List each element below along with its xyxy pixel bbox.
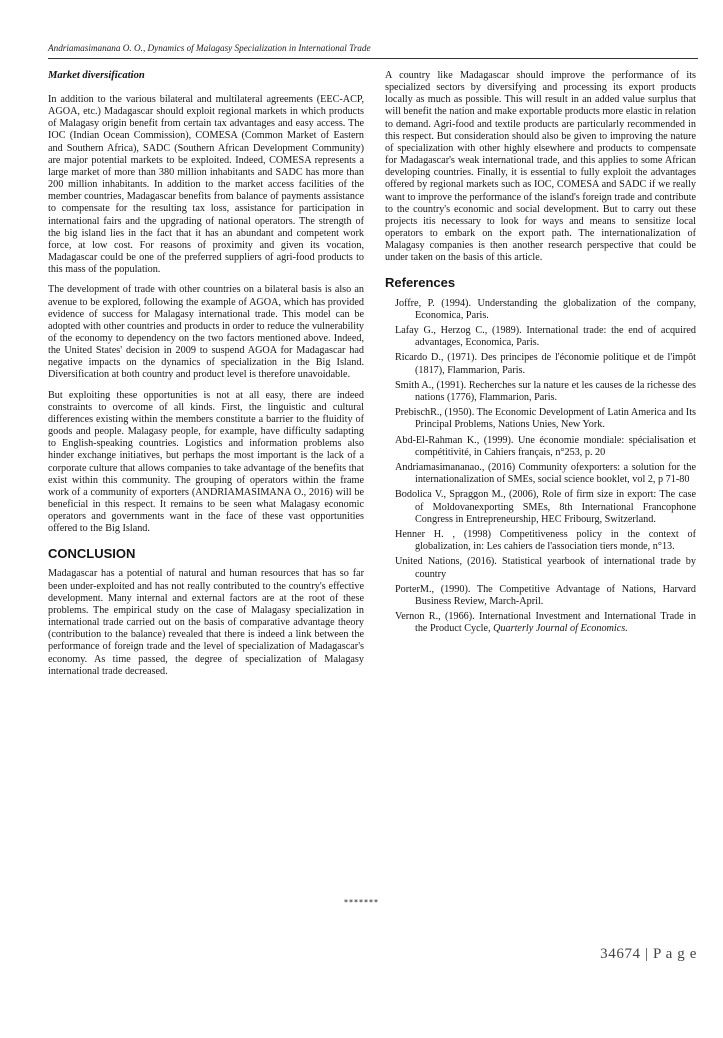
running-header: Andriamasimanana O. O., Dynamics of Malagasy Specialization in International Trade xyxy=(48,43,371,53)
market-diversification-heading: Market diversification xyxy=(48,70,145,81)
paragraph-constraints: But exploiting these opportunities is not at all easy, there are indeed constraints to overcome of all kinds. First, the linguistic and cultural differences existing within the members constitute a barrier to the fluidity of goods and people. Malagasy people, for example, have difficulty sadapting to English-speaking countries. Logistics and information problems also hinder exchange initiatives, but perhaps the most important is the lack of a corporate culture that allows companies to take advantage of the benefits that exist within this community. The grouping of operators within the frame work of a community of exporters (ANDRIAMASIMANA O., 2016) will be beneficial in this respect. It remains to be seen what Malagasy economic operators and governments want in the face of these vast opportunities offered to the Big Island. xyxy=(48,389,364,535)
reference-item: Lafay G., Herzog C., (1989). International trade: the end of acquired advantages, Economica, Paris. xyxy=(395,324,696,349)
reference-item: Abd-El-Rahman K., (1999). Une économie mondiale: spécialisation et compétitivité, in Cahiers français, n°253, p. 20 xyxy=(395,434,696,458)
reference-item: Vernon R., (1966). International Investment and International Trade in the Product Cycle, Quarterly Journal of Economics. xyxy=(395,611,696,635)
left-column xyxy=(48,70,364,678)
paragraph-conclusion: Madagascar has a potential of natural and human resources that has so far been under-exploited and has not really contributed to the country's effective development. Many internal and external factors are at the root of these problems. The empirical study on the case of Malagasy specialization in international trade carried out on the basis of comparative advantage theory (contribution to the balance) revealed that there is indeed a link between the performance of foreign trade and the level of specialization of Madagascar's economy. As time passed, the degree of specialization of Malagasy international trade decreased. xyxy=(48,568,364,677)
reference-item: United Nations, (2016). Statistical yearbook of international trade by country xyxy=(395,556,696,580)
paragraph-market: In addition to the various bilateral and multilateral agreements (EEC-ACP, AGOA, etc.) Madagascar should exploit regional markets in which products of Malagasy origin benefit from certain tax advantages and easy access. The IOC (Indian Ocean Commission), COMESA (Common Market of Eastern and Southern Africa), SADC (Southern African Development Community) are major potential markets to be exploited. Indeed, COMESA represents a large market of more than 380 million inhabitants and SADC has more than 200 million inhabitants. In addition to the market access facilities of the member countries, Madagascar benefits from balance of payments assistance to compensate for the resulting tax loss, assistance for participation in international fairs and the upgrading of national operators. The strength of the big island lies in the fact that it has an abundant and competent work force, at low cost. For reasons of proximity and given its vocation, Madagascar could be one of the preferred suppliers of agri-food products to this mass of the population. xyxy=(48,94,364,276)
reference-item: Andriamasimananao., (2016) Community ofexporters: a solution for the internationalization of SMEs, social science booklet, vol 2, p 71-80 xyxy=(395,461,696,486)
reference-item: Ricardo D., (1971). Des principes de l'économie politique et de l'impôt (1817), Flammarion, Paris. xyxy=(395,352,696,376)
paragraph-continuation: A country like Madagascar should improve the performance of its specialized sectors by diversifying and processing its export products locally as much as possible. This will result in an added value surplus that will benefit the nation and make exportable products more elastic in relation to demand. Agri-food and textile products are particularly recommended in this respect. But consideration should also be given to improving the nature of specialization with other highly elsewhere and products to compensate for Madagascar's weak international trade, and this applies to some African developing countries. Finally, it is essential to fully exploit the advantages offered by regional markets such as IOC, COMESA and SADC if we really want to improve the performance of the island's foreign trade and contribute to the country's economic and social development. But to carry out these projects itis necessary to look for ways and means to sensitize local operators to embark on the export path. The internationalization of Malagasy companies is then another research perspective that could be under taken on the basis of this article. xyxy=(385,70,696,264)
reference-item: Smith A., (1991). Recherches sur la nature et les causes de la richesse des nations (1776), Flammarion, Paris. xyxy=(395,379,696,403)
reference-item: PorterM., (1990). The Competitive Advantage of Nations, Harvard Business Review, March-April. xyxy=(395,583,696,607)
page-number: 34674 | P a g e xyxy=(600,946,697,962)
reference-list xyxy=(385,298,696,636)
end-of-article-mark: ******* xyxy=(344,898,379,907)
reference-item: Joffre, P. (1994). Understanding the globalization of the company, Economica, Paris. xyxy=(395,297,696,321)
reference-item: PrebischR., (1950). The Economic Development of Latin America and Its Principal Problems, Nations Unies, New York. xyxy=(395,407,696,431)
references-heading: References xyxy=(385,274,456,290)
conclusion-heading: CONCLUSION xyxy=(48,546,136,562)
right-column xyxy=(385,70,696,639)
header-rule xyxy=(48,58,698,59)
reference-item: Henner H. , (1998) Competitiveness policy in the context of globalization, in: Les cahiers de l'association tiers monde, n°13. xyxy=(395,528,696,553)
paragraph-bilateral: The development of trade with other countries on a bilateral basis is also an avenue to be explored, following the example of AGOA, which has provided evidence of success for Malagasy international trade. This model can be adopted with other countries and products in order to reduce the vulnerability of the economy to dependency on the two factors mentioned above. Indeed, the United States' decision in 2009 to suspend AGOA for Madagascar had negative impacts on the dynamics of specialization in the Big Island. Diversification at both country and product level is therefore unavoidable. xyxy=(48,284,364,381)
reference-item: Bodolica V., Spraggon M., (2006), Role of firm size in export: The case of Moldovanexporting SMEs, 8th International Francophone Congress in Entrepreneurship, HEC Fribourg, Switzerland. xyxy=(395,489,696,525)
